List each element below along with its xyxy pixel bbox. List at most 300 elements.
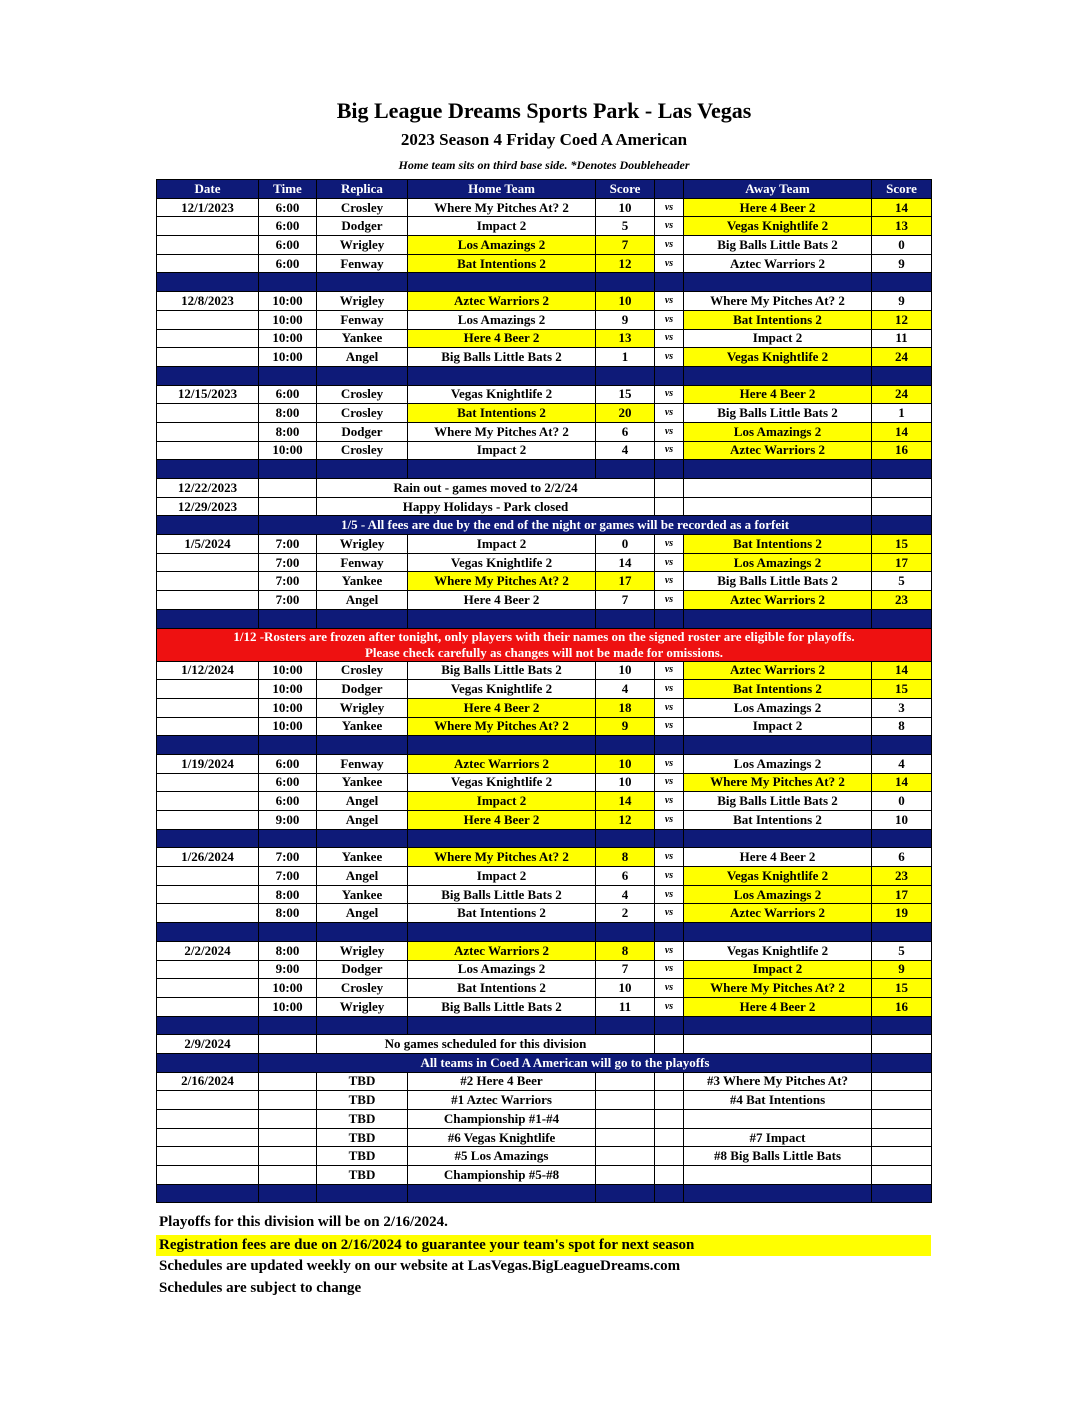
game-time: 10:00: [259, 310, 317, 329]
home-team: Aztec Warriors 2: [408, 941, 596, 960]
spacer-row: [157, 829, 932, 848]
playoff-row: [157, 1091, 932, 1110]
spacer-cell: [872, 829, 932, 848]
game-field: Wrigley: [317, 236, 408, 255]
playoff-row: [157, 1110, 932, 1129]
spacer-cell: [408, 460, 596, 479]
away-score: 17: [872, 885, 932, 904]
away-team: Impact 2: [684, 717, 872, 736]
spacer-cell: [157, 460, 259, 479]
vs-label: vs: [655, 198, 684, 217]
game-time: 6:00: [259, 773, 317, 792]
spacer-cell: [655, 829, 684, 848]
away-team: Los Amazings 2: [684, 885, 872, 904]
vs-label: vs: [655, 661, 684, 680]
spacer-cell: [259, 366, 317, 385]
away-score: 9: [872, 254, 932, 273]
home-score: 9: [596, 310, 655, 329]
playoff-empty: [596, 1128, 655, 1147]
game-date: [157, 441, 259, 460]
home-score: 10: [596, 979, 655, 998]
away-team: Aztec Warriors 2: [684, 591, 872, 610]
away-score: 16: [872, 997, 932, 1016]
game-date: 12/15/2023: [157, 385, 259, 404]
spacer-cell: [596, 1184, 655, 1203]
game-row: [157, 792, 932, 811]
home-score: 10: [596, 754, 655, 773]
home-team: Here 4 Beer 2: [408, 698, 596, 717]
playoff-empty: [872, 1110, 932, 1129]
away-team: Big Balls Little Bats 2: [684, 572, 872, 591]
playoff-empty: [596, 1072, 655, 1091]
game-time: 6:00: [259, 236, 317, 255]
spacer-row: [157, 273, 932, 292]
vs-label: vs: [655, 572, 684, 591]
vs-label: vs: [655, 236, 684, 255]
info-empty: [655, 497, 684, 516]
home-team: Impact 2: [408, 792, 596, 811]
game-time: 10:00: [259, 441, 317, 460]
game-row: [157, 404, 932, 423]
spacer-row: [157, 736, 932, 755]
game-row: [157, 680, 932, 699]
game-field: Crosley: [317, 385, 408, 404]
vs-label: vs: [655, 329, 684, 348]
vs-label: vs: [655, 385, 684, 404]
vs-label: vs: [655, 254, 684, 273]
game-field: Wrigley: [317, 535, 408, 554]
home-team: Big Balls Little Bats 2: [408, 997, 596, 1016]
away-score: 14: [872, 773, 932, 792]
home-score: 7: [596, 591, 655, 610]
game-field: Wrigley: [317, 698, 408, 717]
vs-label: vs: [655, 792, 684, 811]
playoff-empty: [596, 1110, 655, 1129]
notice-empty: [157, 516, 259, 535]
playoff-empty: [596, 1091, 655, 1110]
home-score: 14: [596, 553, 655, 572]
game-time: 6:00: [259, 385, 317, 404]
game-row: [157, 217, 932, 236]
game-field: Yankee: [317, 848, 408, 867]
away-team: Big Balls Little Bats 2: [684, 792, 872, 811]
home-team: Here 4 Beer 2: [408, 811, 596, 830]
vs-label: vs: [655, 591, 684, 610]
game-time: 7:00: [259, 867, 317, 886]
col-home-team: Home Team: [408, 180, 596, 199]
away-score: 0: [872, 236, 932, 255]
footer-change-note: Schedules are subject to change: [159, 1280, 362, 1296]
vs-label: vs: [655, 904, 684, 923]
playoff-home: #6 Vegas Knightlife: [408, 1128, 596, 1147]
home-team: Vegas Knightlife 2: [408, 553, 596, 572]
spacer-row: [157, 1184, 932, 1203]
spacer-cell: [157, 829, 259, 848]
away-team: Bat Intentions 2: [684, 535, 872, 554]
home-score: 11: [596, 997, 655, 1016]
vs-label: vs: [655, 885, 684, 904]
home-score: 15: [596, 385, 655, 404]
game-date: [157, 717, 259, 736]
spacer-cell: [408, 609, 596, 628]
vs-label: vs: [655, 717, 684, 736]
page-subtitle: 2023 Season 4 Friday Coed A American: [400, 130, 688, 149]
game-date: [157, 236, 259, 255]
playoff-field: TBD: [317, 1072, 408, 1091]
away-team: Los Amazings 2: [684, 422, 872, 441]
game-row: [157, 773, 932, 792]
game-field: Angel: [317, 904, 408, 923]
home-team: Vegas Knightlife 2: [408, 773, 596, 792]
game-date: [157, 310, 259, 329]
playoff-empty: [259, 1110, 317, 1129]
vs-label: vs: [655, 422, 684, 441]
col-replica: Replica: [317, 180, 408, 199]
playoff-empty: [872, 1072, 932, 1091]
game-field: Fenway: [317, 553, 408, 572]
game-row: [157, 979, 932, 998]
game-date: 1/19/2024: [157, 754, 259, 773]
away-score: 15: [872, 535, 932, 554]
home-score: 18: [596, 698, 655, 717]
spacer-cell: [655, 609, 684, 628]
spacer-row: [157, 1016, 932, 1035]
home-team: Aztec Warriors 2: [408, 292, 596, 311]
playoff-away: #4 Bat Intentions: [684, 1091, 872, 1110]
playoff-field: TBD: [317, 1147, 408, 1166]
spacer-cell: [317, 609, 408, 628]
playoff-empty: [872, 1128, 932, 1147]
game-field: Dodger: [317, 422, 408, 441]
spacer-cell: [259, 829, 317, 848]
game-row: [157, 960, 932, 979]
notice-empty: [872, 1053, 932, 1072]
away-score: 24: [872, 348, 932, 367]
playoff-home: #5 Los Amazings: [408, 1147, 596, 1166]
home-team: Los Amazings 2: [408, 960, 596, 979]
home-score: 6: [596, 867, 655, 886]
info-row: [157, 479, 932, 498]
game-row: [157, 385, 932, 404]
info-empty: [684, 497, 872, 516]
away-team: Los Amazings 2: [684, 754, 872, 773]
spacer-cell: [872, 460, 932, 479]
spacer-cell: [596, 1016, 655, 1035]
info-text: Rain out - games moved to 2/2/24: [317, 479, 655, 498]
col-vs: [655, 180, 684, 199]
spacer-cell: [684, 829, 872, 848]
roster-alert-line1: 1/12 -Rosters are frozen after tonight, only players with their names on the signed roster are eligible for playoffs.: [233, 628, 855, 644]
game-row: [157, 553, 932, 572]
vs-label: vs: [655, 404, 684, 423]
vs-label: vs: [655, 867, 684, 886]
playoff-empty: [259, 1166, 317, 1185]
game-time: 10:00: [259, 717, 317, 736]
home-team: Bat Intentions 2: [408, 404, 596, 423]
home-score: 10: [596, 292, 655, 311]
away-team: Bat Intentions 2: [684, 680, 872, 699]
away-score: 4: [872, 754, 932, 773]
game-time: 7:00: [259, 848, 317, 867]
col-time: Time: [259, 180, 317, 199]
game-field: Dodger: [317, 217, 408, 236]
game-row: [157, 236, 932, 255]
game-date: [157, 979, 259, 998]
spacer-cell: [317, 736, 408, 755]
game-time: 10:00: [259, 698, 317, 717]
footer-website-note: Schedules are updated weekly on our website at LasVegas.BigLeagueDreams.com: [159, 1258, 681, 1274]
game-row: [157, 441, 932, 460]
away-score: 9: [872, 292, 932, 311]
spacer-cell: [684, 609, 872, 628]
away-team: Big Balls Little Bats 2: [684, 404, 872, 423]
game-time: 7:00: [259, 535, 317, 554]
game-time: 6:00: [259, 254, 317, 273]
playoff-home: Championship #1-#4: [408, 1110, 596, 1129]
home-team: Impact 2: [408, 441, 596, 460]
spacer-cell: [317, 273, 408, 292]
game-field: Angel: [317, 591, 408, 610]
away-team: Aztec Warriors 2: [684, 254, 872, 273]
info-empty: [872, 497, 932, 516]
vs-label: vs: [655, 848, 684, 867]
game-date: [157, 348, 259, 367]
footer-registration-note: Registration fees are due on 2/16/2024 to guarantee your team's spot for next season: [156, 1235, 931, 1256]
playoff-empty: [655, 1147, 684, 1166]
spacer-cell: [317, 923, 408, 942]
away-score: 5: [872, 572, 932, 591]
game-row: [157, 572, 932, 591]
home-team: Impact 2: [408, 217, 596, 236]
home-score: 10: [596, 773, 655, 792]
playoff-away: #3 Where My Pitches At?: [684, 1072, 872, 1091]
game-row: [157, 885, 932, 904]
away-team: Here 4 Beer 2: [684, 848, 872, 867]
home-team: Impact 2: [408, 535, 596, 554]
home-score: 4: [596, 680, 655, 699]
spacer-cell: [259, 460, 317, 479]
away-team: Where My Pitches At? 2: [684, 292, 872, 311]
game-row: [157, 292, 932, 311]
vs-label: vs: [655, 811, 684, 830]
playoff-date: [157, 1128, 259, 1147]
away-score: 1: [872, 404, 932, 423]
home-team: Where My Pitches At? 2: [408, 572, 596, 591]
home-score: 4: [596, 885, 655, 904]
info-empty: [655, 479, 684, 498]
game-row: [157, 591, 932, 610]
spacer-cell: [408, 923, 596, 942]
game-field: Wrigley: [317, 292, 408, 311]
home-team: Big Balls Little Bats 2: [408, 348, 596, 367]
home-score: 2: [596, 904, 655, 923]
away-team: Los Amazings 2: [684, 698, 872, 717]
away-team: Where My Pitches At? 2: [684, 773, 872, 792]
spacer-cell: [684, 460, 872, 479]
spacer-cell: [684, 923, 872, 942]
info-empty: [872, 1035, 932, 1054]
away-team: Vegas Knightlife 2: [684, 348, 872, 367]
vs-label: vs: [655, 310, 684, 329]
home-team: Where My Pitches At? 2: [408, 717, 596, 736]
vs-label: vs: [655, 217, 684, 236]
vs-label: vs: [655, 960, 684, 979]
game-time: 10:00: [259, 348, 317, 367]
info-text: No games scheduled for this division: [317, 1035, 655, 1054]
spacer-row: [157, 366, 932, 385]
game-field: Yankee: [317, 329, 408, 348]
home-score: 13: [596, 329, 655, 348]
roster-alert-line2: Please check carefully as changes will not be made for omissions.: [364, 644, 724, 660]
home-score: 8: [596, 848, 655, 867]
home-team: Vegas Knightlife 2: [408, 385, 596, 404]
game-date: [157, 553, 259, 572]
spacer-cell: [317, 829, 408, 848]
game-date: [157, 591, 259, 610]
game-date: [157, 885, 259, 904]
notice-row: [157, 1053, 932, 1072]
spacer-cell: [157, 273, 259, 292]
game-field: Yankee: [317, 572, 408, 591]
notice-row: [157, 516, 932, 535]
spacer-cell: [317, 1184, 408, 1203]
spacer-cell: [317, 460, 408, 479]
playoff-empty: [655, 1110, 684, 1129]
home-team: Where My Pitches At? 2: [408, 198, 596, 217]
info-date: 2/9/2024: [157, 1035, 259, 1054]
game-time: 9:00: [259, 960, 317, 979]
playoff-empty: [596, 1147, 655, 1166]
home-team: Where My Pitches At? 2: [408, 848, 596, 867]
home-team: Bat Intentions 2: [408, 254, 596, 273]
playoff-field: TBD: [317, 1166, 408, 1185]
home-score: 12: [596, 811, 655, 830]
info-text: Happy Holidays - Park closed: [317, 497, 655, 516]
home-team: Here 4 Beer 2: [408, 591, 596, 610]
spacer-cell: [317, 1016, 408, 1035]
playoff-empty: [259, 1147, 317, 1166]
game-time: 8:00: [259, 904, 317, 923]
spacer-cell: [684, 1016, 872, 1035]
spacer-cell: [408, 366, 596, 385]
playoff-away: #7 Impact: [684, 1128, 872, 1147]
game-time: 6:00: [259, 217, 317, 236]
game-date: [157, 254, 259, 273]
footer-playoffs-note: Playoffs for this division will be on 2/16/2024.: [159, 1214, 448, 1230]
notice-text: All teams in Coed A American will go to the playoffs: [259, 1053, 872, 1072]
away-score: 15: [872, 979, 932, 998]
spacer-cell: [157, 1184, 259, 1203]
vs-label: vs: [655, 535, 684, 554]
table-header-row: [157, 180, 932, 199]
home-score: 8: [596, 941, 655, 960]
game-date: [157, 572, 259, 591]
game-time: 7:00: [259, 572, 317, 591]
playoff-row: [157, 1072, 932, 1091]
home-team: Los Amazings 2: [408, 236, 596, 255]
spacer-cell: [684, 273, 872, 292]
away-team: Aztec Warriors 2: [684, 661, 872, 680]
spacer-cell: [408, 1184, 596, 1203]
game-time: 10:00: [259, 997, 317, 1016]
playoff-empty: [655, 1166, 684, 1185]
game-date: [157, 217, 259, 236]
game-time: 6:00: [259, 754, 317, 773]
playoff-home: #1 Aztec Warriors: [408, 1091, 596, 1110]
spacer-cell: [157, 609, 259, 628]
away-score: 9: [872, 960, 932, 979]
away-team: Where My Pitches At? 2: [684, 979, 872, 998]
col-date: Date: [157, 180, 259, 199]
spacer-cell: [872, 736, 932, 755]
playoff-field: TBD: [317, 1091, 408, 1110]
game-field: Fenway: [317, 310, 408, 329]
playoff-away: [684, 1110, 872, 1129]
home-score: 14: [596, 792, 655, 811]
game-row: [157, 329, 932, 348]
home-team: Los Amazings 2: [408, 310, 596, 329]
game-date: [157, 904, 259, 923]
game-row: [157, 997, 932, 1016]
spacer-cell: [596, 366, 655, 385]
game-date: 12/1/2023: [157, 198, 259, 217]
game-row: [157, 698, 932, 717]
game-date: [157, 960, 259, 979]
home-score: 0: [596, 535, 655, 554]
game-row: [157, 198, 932, 217]
game-field: Yankee: [317, 885, 408, 904]
home-score: 17: [596, 572, 655, 591]
spacer-cell: [408, 736, 596, 755]
spacer-cell: [157, 736, 259, 755]
spacer-cell: [872, 923, 932, 942]
playoff-empty: [872, 1147, 932, 1166]
spacer-cell: [655, 460, 684, 479]
home-score: 7: [596, 236, 655, 255]
spacer-cell: [872, 609, 932, 628]
game-field: Angel: [317, 811, 408, 830]
spacer-cell: [259, 609, 317, 628]
game-field: Angel: [317, 867, 408, 886]
playoff-empty: [259, 1128, 317, 1147]
spacer-cell: [655, 1016, 684, 1035]
playoff-date: [157, 1110, 259, 1129]
playoff-row: [157, 1128, 932, 1147]
away-score: 14: [872, 661, 932, 680]
playoff-empty: [655, 1091, 684, 1110]
playoff-empty: [259, 1072, 317, 1091]
game-time: 8:00: [259, 885, 317, 904]
info-date: 12/22/2023: [157, 479, 259, 498]
vs-label: vs: [655, 441, 684, 460]
spacer-cell: [259, 736, 317, 755]
away-score: 17: [872, 553, 932, 572]
game-time: 10:00: [259, 329, 317, 348]
playoff-field: TBD: [317, 1110, 408, 1129]
info-row: [157, 497, 932, 516]
playoff-empty: [259, 1091, 317, 1110]
playoff-away: [684, 1166, 872, 1185]
game-row: [157, 867, 932, 886]
spacer-row: [157, 609, 932, 628]
home-score: 20: [596, 404, 655, 423]
info-empty: [684, 479, 872, 498]
away-score: 8: [872, 717, 932, 736]
game-time: 10:00: [259, 292, 317, 311]
game-row: [157, 310, 932, 329]
away-score: 14: [872, 422, 932, 441]
vs-label: vs: [655, 941, 684, 960]
